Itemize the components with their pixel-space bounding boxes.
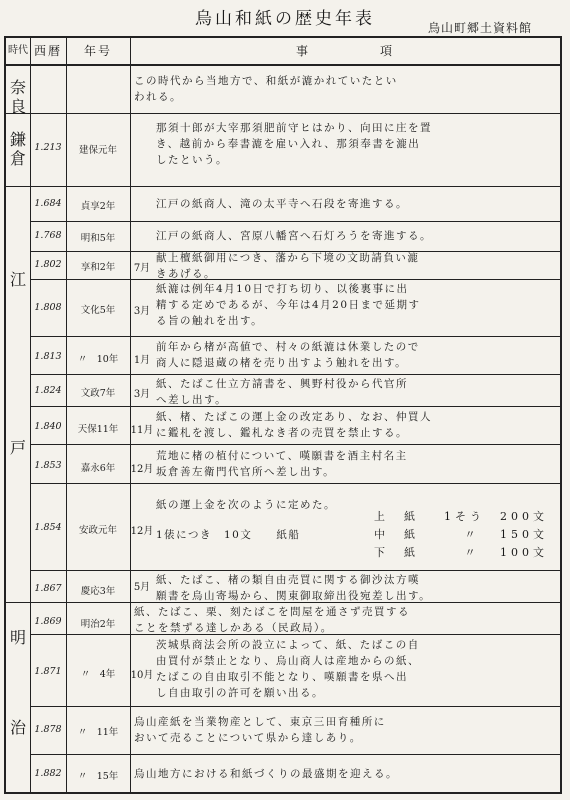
year-cell: 1.878 — [34, 724, 62, 735]
event-text: 献上檀紙御用につき、藩から下境の文助請負い漉 きあげる。 — [156, 252, 420, 280]
era-nara: 奈良 — [9, 78, 26, 117]
month-cell: 11月 — [130, 425, 154, 436]
nengo-cell: 貞享2年 — [80, 201, 116, 212]
event-text: 江戸の紙商人、滝の太平寺へ石段を寄進する。 — [156, 198, 408, 210]
era-edo-2: 戸 — [9, 438, 26, 457]
header-event: 事 項 — [295, 44, 394, 58]
nengo-cell: 明和5年 — [80, 233, 116, 244]
tax-row — [374, 544, 548, 560]
nengo-cell: 慶応3年 — [80, 586, 116, 597]
table-header — [6, 38, 560, 66]
tax-row — [374, 526, 548, 542]
row-rule — [30, 336, 560, 337]
page-title: 烏山和紙の歴史年表 — [195, 9, 375, 29]
tax-amount: 100文 — [500, 546, 548, 559]
row-rule — [30, 754, 560, 755]
nengo-cell: 安政元年 — [78, 525, 117, 536]
event-text: 紙の運上金を次のように定めた。 1俵につき 10文 紙船 — [156, 499, 336, 541]
nengo-cell: 文政7年 — [80, 388, 116, 399]
tax-paper-grade: 上 紙 — [374, 510, 419, 523]
event-text: 紙、たばこ、楮の類自由売買に関する御沙汰方嘆 願書を烏山寄場から、関東御取締出役宛差し出す。 — [156, 574, 432, 602]
row-rule — [30, 374, 560, 375]
year-cell: 1.854 — [34, 522, 62, 533]
header-nengo: 年号 — [83, 44, 112, 58]
event-text: 前年から楮が高値で、村々の紙漉は休業したので 商人に隠退蔵の楮を売り出すよう触れを出す。 — [156, 341, 420, 369]
month-cell: 7月 — [133, 263, 151, 274]
nengo-cell: 〃 4年 — [80, 669, 116, 680]
nengo-cell: 嘉永6年 — [80, 463, 116, 474]
event-text: 紙、たばこ、栗、刻たばこを問屋を通さず売買する ことを禁ずる達しかある（民政局）。 — [134, 606, 410, 634]
year-cell: 1.824 — [34, 385, 62, 396]
month-cell: 3月 — [133, 306, 151, 317]
year-cell: 1.808 — [34, 302, 62, 313]
row-rule — [30, 221, 560, 222]
tax-unit: 〃 — [464, 546, 480, 559]
era-edo-1: 江 — [9, 270, 26, 289]
month-cell: 12月 — [130, 526, 154, 537]
nengo-cell: 文化5年 — [80, 305, 116, 316]
event-text: 那須十郎が大宰那須肥前守ヒはかり、向田に庄を置 き、越前から奉書漉を雇い入れ、那須奉書を漉出 したという。 — [156, 122, 432, 166]
row-rule — [30, 570, 560, 571]
nengo-cell: 〃 10年 — [77, 354, 119, 365]
year-cell: 1.840 — [34, 421, 62, 432]
tax-row — [374, 508, 548, 524]
event-text: この時代から当地方で、和紙が漉かれていたとい われる。 — [134, 75, 398, 103]
tax-paper-grade: 下 紙 — [374, 546, 419, 559]
era-kamakura: 鎌倉 — [9, 130, 26, 169]
nengo-cell: 明治2年 — [80, 619, 116, 630]
year-cell: 1.867 — [34, 583, 62, 594]
event-text: 烏山地方における和紙づくりの最盛期を迎える。 — [134, 768, 398, 780]
row-rule — [30, 706, 560, 707]
era-meiji-1: 明 — [9, 628, 26, 647]
month-cell: 12月 — [130, 464, 154, 475]
event-text: 紙、楮、たばこの運上金の改定あり、なお、仲買人 に鑑札を渡し、鑑札なき者の売買を禁止する。 — [156, 411, 432, 439]
month-cell: 5月 — [133, 582, 151, 593]
tax-unit: 1そう — [444, 510, 485, 523]
month-cell: 10月 — [130, 670, 154, 681]
row-rule — [30, 483, 560, 484]
row-rule — [6, 113, 560, 114]
year-cell: 1.802 — [34, 259, 62, 270]
era-meiji-2: 治 — [9, 718, 26, 737]
nengo-cell: 天保11年 — [77, 424, 119, 435]
tax-unit: 〃 — [464, 528, 480, 541]
event-text: 烏山産紙を当業物産として、東京三田育種所に おいて売ることについて県から達しあり。 — [134, 716, 386, 744]
tax-paper-grade: 中 紙 — [374, 528, 419, 541]
header-year: 西暦 — [33, 44, 62, 58]
year-cell: 1.213 — [34, 142, 62, 153]
history-table — [4, 36, 562, 794]
row-rule — [6, 186, 560, 187]
year-cell: 1.684 — [34, 198, 62, 209]
row-rule — [30, 444, 560, 445]
publisher: 烏山町郷土資料館 — [427, 21, 532, 35]
header-era: 時代 — [8, 45, 28, 56]
month-cell: 3月 — [133, 389, 151, 400]
event-text: 紙、たばこ仕立方請書を、興野村役から代官所 へ差し出す。 — [156, 378, 408, 406]
year-cell: 1.882 — [34, 768, 62, 779]
month-cell: 1月 — [133, 355, 151, 366]
year-cell: 1.853 — [34, 460, 62, 471]
event-text: 茨城県商法会所の設立によって、紙、たばこの自 由買付が禁止となり、烏山商人は産地からの紙、 たばこの自由取引不能となり、嘆願書を県へ出 し自由取引の許可を願い出る。 — [156, 639, 420, 699]
event-text: 江戸の紙商人、宮原八幡宮へ石灯ろうを寄進する。 — [156, 230, 432, 242]
year-cell: 1.768 — [34, 230, 62, 241]
nengo-cell: 〃 11年 — [77, 727, 119, 738]
tax-amount: 150文 — [500, 528, 548, 541]
year-cell: 1.871 — [34, 666, 62, 677]
year-cell: 1.813 — [34, 351, 62, 362]
tax-amount: 200文 — [500, 510, 548, 523]
event-text: 荒地に楮の植付について、嘆願書を酒主村名主 坂倉善左衛門代官所へ差し出す。 — [156, 450, 408, 478]
nengo-cell: 〃 15年 — [77, 771, 119, 782]
nengo-cell: 享和2年 — [80, 262, 116, 273]
event-text: 紙漉は例年4月10日で打ち切り、以後裏事に出 精する定めであるが、今年は4月20日まで延期す る旨の触れを出す。 — [156, 283, 421, 327]
year-cell: 1.869 — [34, 616, 62, 627]
nengo-cell: 建保元年 — [78, 145, 117, 156]
